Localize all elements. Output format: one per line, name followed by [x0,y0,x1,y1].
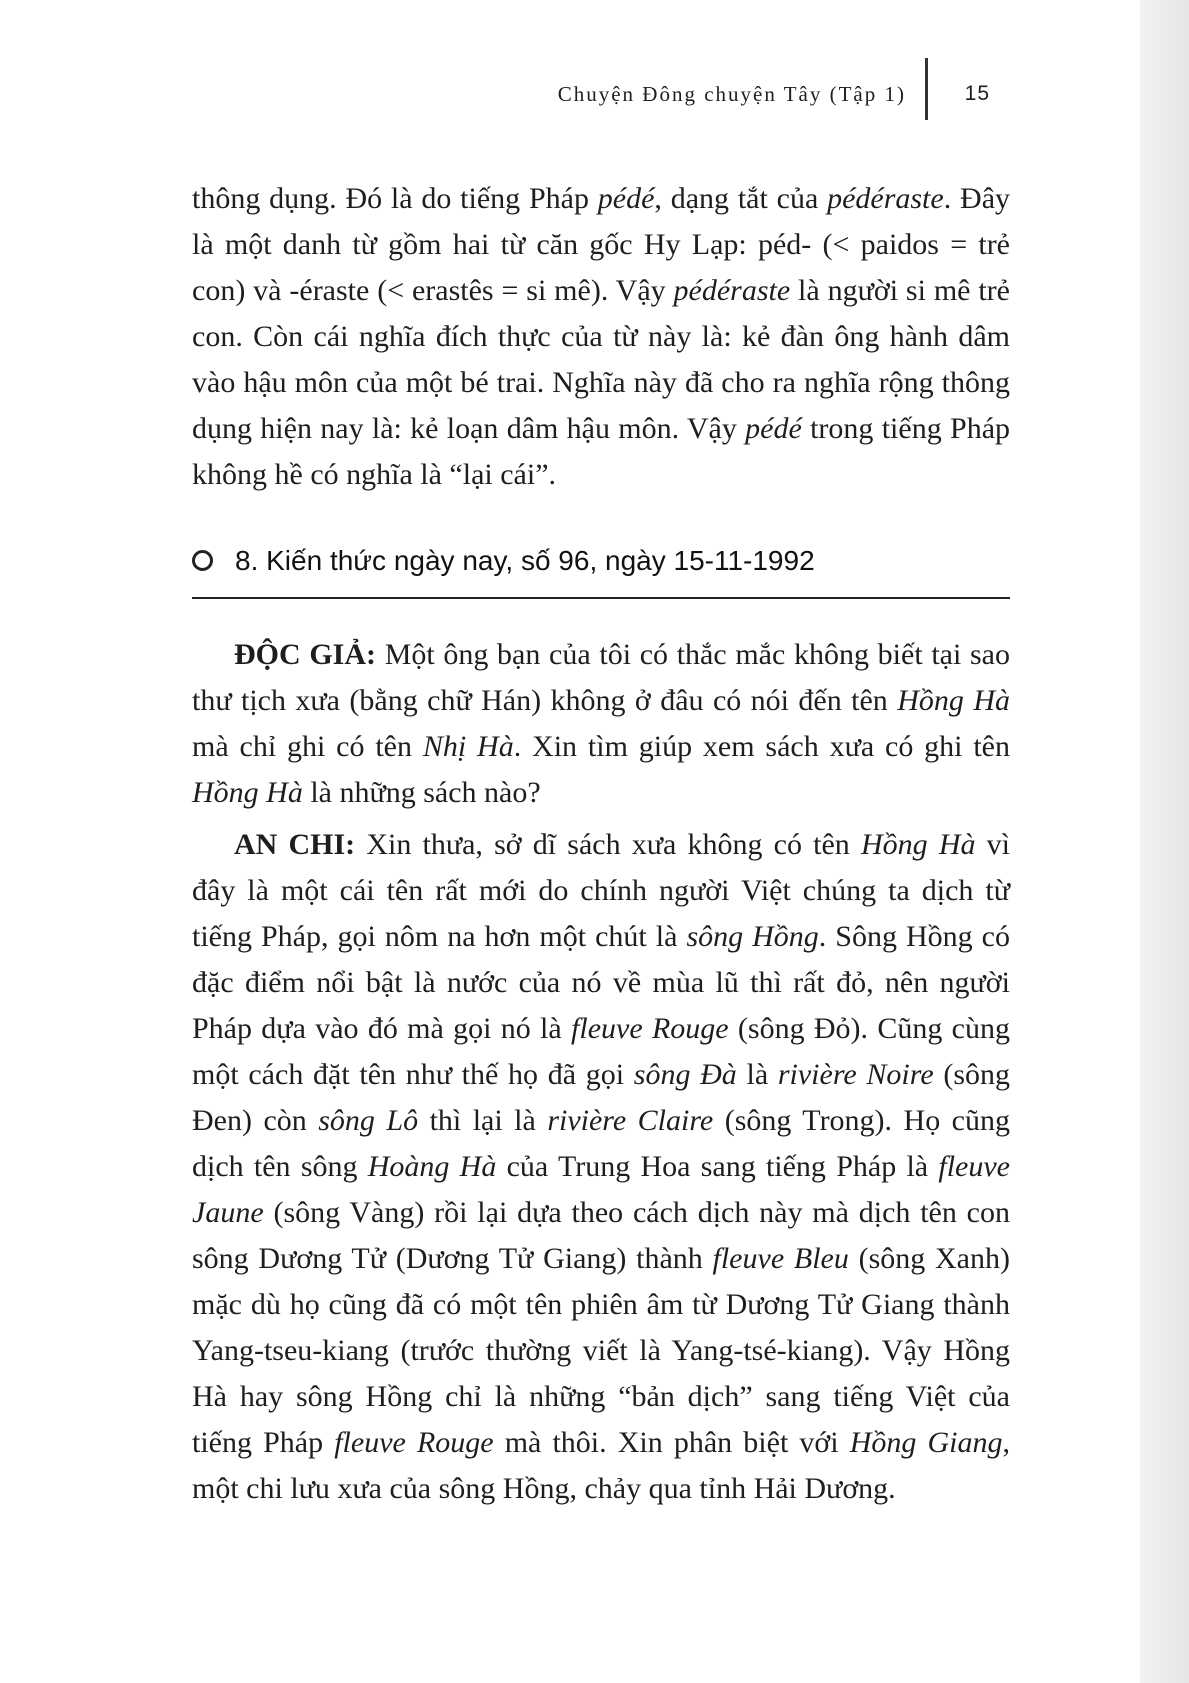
italic-term: pédé [597,182,655,215]
section-heading [192,545,1010,577]
text-run: của Trung Hoa sang tiếng Pháp là [496,1150,939,1183]
italic-term: Hồng Giang [849,1426,1003,1459]
section-heading-text: 8. Kiến thức ngày nay, số 96, ngày 15-11-1992 [235,545,815,576]
italic-term: sông Hồng [686,920,819,953]
italic-term: Hồng Hà [860,828,976,861]
text-run: . Xin tìm giúp xem sách xưa có ghi tên [513,730,1010,763]
text-run: mà thôi. Xin phân biệt với [493,1426,850,1459]
running-title: Chuyện Đông chuyện Tây (Tập 1) [557,82,906,106]
italic-term: rivière Claire [547,1104,714,1137]
italic-term: pédéraste [673,274,791,307]
author-answer [192,822,1010,1512]
italic-term: Hồng Hà [192,776,303,809]
header-divider [925,58,928,120]
text-run: thông dụng. Đó là do tiếng Pháp [192,182,598,215]
italic-term: pédéraste [827,182,944,215]
speaker-label: ĐỘC GIẢ: [234,638,377,671]
reader-question [192,632,1010,816]
page-edge-shadow [1140,0,1189,1683]
text-run: (sông Vàng) rồi lại dựa theo cách dịch này mà dịch tên con sông Dương Tử (Dương Tử Giang) thành [192,1196,1010,1275]
italic-term: pédé [745,412,802,445]
text-run: là người si mê trẻ con. Còn cái nghĩa đích thực của từ này là: kẻ đàn ông hành dâm vào hậu môn của một bé trai. Nghĩa này đã cho ra nghĩa rộng thông dụng hiện nay là: kẻ loạn dâm hậu môn. Vậy [192,274,1010,445]
text-run: Xin thưa, sở dĩ sách xưa không có tên [355,828,861,861]
italic-term: fleuve Rouge [334,1426,494,1459]
italic-term: fleuve Jaune [192,1150,1010,1229]
heading-underline [192,597,1010,599]
speaker-label: AN CHI: [234,828,356,861]
text-run: , một chi lưu xưa của sông Hồng, chảy qua tỉnh Hải Dương. [192,1426,1010,1505]
text-run: thì lại là [418,1104,548,1137]
text-run: (sông Đỏ). Cũng cùng một cách đặt tên như thế họ đã gọi [192,1012,1011,1091]
text-run: là [736,1058,778,1091]
text-run: (sông Xanh) mặc dù họ cũng đã có một tên phiên âm từ Dương Tử Giang thành Yang-tseu-kiang (trước thường viết là Yang-tsé-kiang). Vậy Hồng Hà hay sông Hồng chỉ là những “bản dịch” sang tiếng Việt của tiếng Pháp [192,1242,1010,1459]
italic-term: fleuve Rouge [571,1012,729,1045]
text-run: là những sách nào? [302,776,541,809]
italic-term: rivière Noire [777,1058,934,1091]
italic-term: fleuve Bleu [712,1242,849,1275]
text-run: (sông Đen) còn [192,1058,1011,1137]
text-run: . Đây là một danh từ gồm hai từ căn gốc Hy Lạp: péd- (< paidos = trẻ con) và -éraste (< erastês = si mê). Vậy [192,182,1011,307]
italic-term: Hồng Hà [897,684,1010,717]
italic-term: Nhị Hà [422,730,514,763]
text-run: vì đây là một cái tên rất mới do chính người Việt chúng ta dịch từ tiếng Pháp, gọi nôm na hơn một chút là [192,828,1010,953]
text-run: trong tiếng Pháp không hề có nghĩa là “lại cái”. [192,412,1011,491]
paragraph-top [192,176,1010,498]
italic-term: Hoàng Hà [367,1150,497,1183]
text-run: Một ông bạn của tôi có thắc mắc không biết tại sao thư tịch xưa (bằng chữ Hán) không ở đâu có nói đến tên [192,638,1010,717]
paragraph-continuation [192,176,1010,498]
text-run: (sông Trong). Họ cũng dịch tên sông [192,1104,1010,1183]
italic-term: sông Đà [633,1058,737,1091]
qa-block [192,632,1010,1518]
circle-bullet-icon [192,550,213,571]
text-run: , dạng tắt của [654,182,828,215]
text-run: mà chỉ ghi có tên [192,730,423,763]
page-number: 15 [964,82,990,105]
text-run: . Sông Hồng có đặc điểm nổi bật là nước của nó về mùa lũ thì rất đỏ, nên người Pháp dựa vào đó mà gọi nó là [192,920,1011,1045]
italic-term: sông Lô [318,1104,419,1137]
